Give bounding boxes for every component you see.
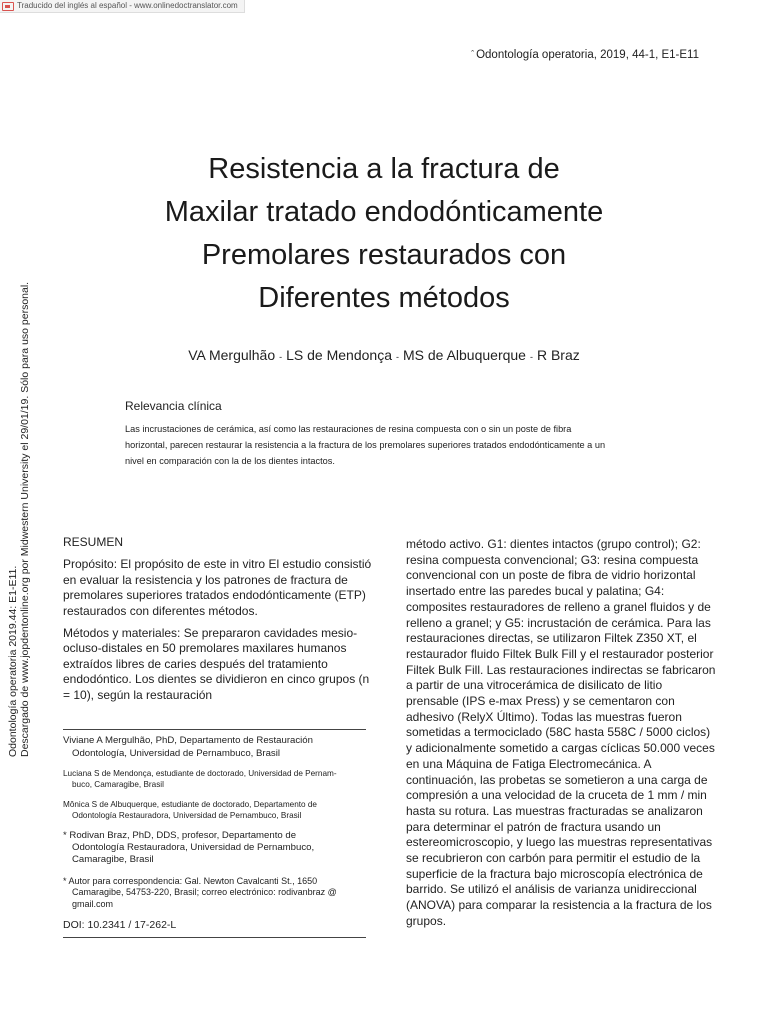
author-1: VA Mergulhão (188, 347, 276, 363)
affiliation-divider-bottom (63, 937, 366, 938)
affiliation-1-line-1: Viviane A Mergulhão, PhD, Departamento de Restauración (63, 735, 313, 746)
journal-citation-text: Odontología operatoria, 2019, 44-1, E1-E11 (476, 49, 699, 61)
clinical-relevance-text (125, 421, 660, 469)
affiliation-4-line-1: * Rodivan Braz, PhD, DDS, profesor, Departamento de (63, 830, 297, 841)
clinical-relevance-line-1: Las incrustaciones de cerámica, así como las restauraciones de resina compuesta con o sin un poste de fibra (125, 424, 572, 434)
affiliation-2-line-1: Luciana S de Mendonça, estudiante de doctorado, Universidad de Pernam- (63, 769, 337, 778)
affiliation-1-line-2: Odontología, Universidad de Pernambuco, Brasil (72, 747, 280, 759)
affiliation-2 (63, 768, 366, 791)
abstract-column (63, 535, 373, 710)
author-4: R Braz (536, 347, 580, 363)
affiliation-4 (63, 830, 366, 865)
clinical-relevance-line-3: nivel en comparación con la de los dientes intactos. (125, 456, 335, 466)
author-2: LS de Mendonça (286, 347, 392, 363)
affiliation-2-line-2: buco, Camaragibe, Brasil (72, 780, 164, 790)
title-line-2: Maxilar tratado endodónticamente (164, 196, 604, 228)
clinical-relevance-line-2: horizontal, parecen restaurar la resistencia a la fractura de los premolares superiores tratados endodónticamente a un (125, 440, 606, 450)
author-separator: - (529, 352, 533, 362)
correspondence-line-1: * Autor para correspondencia: Gal. Newton Cavalcanti St., 1650 (63, 876, 318, 886)
title-line-3: Premolares restaurados con (201, 239, 567, 271)
translator-icon (2, 2, 14, 11)
affiliation-4-line-2: Odontología Restauradora, Universidad de Pernambuco, (72, 841, 315, 853)
side-note-line-1: Odontología operatoria 2019.44: E1-E11. (7, 565, 19, 757)
side-download-note (7, 257, 31, 757)
affiliation-1 (63, 735, 366, 760)
side-note-line-2: Descargado de www.jopdentonline.org por Midwestern University el 29/01/19. Sólo para uso personal. (19, 281, 31, 757)
author-3: MS de Albuquerque (402, 347, 526, 363)
affiliation-4-line-3: Camaragibe, Brasil (72, 853, 154, 865)
affiliation-divider-top (63, 729, 366, 730)
correspondence-line-3: gmail.com (72, 898, 114, 909)
title-line-4: Diferentes métodos (258, 282, 510, 314)
author-list (0, 347, 768, 363)
translator-banner-text[interactable]: Traducido del inglés al español - www.onlinedoctranslator.com (17, 1, 238, 10)
abstract-methods: Métodos y materiales: Se prepararon cavidades mesio-ocluso-distales en 50 premolares maxilares humanos extraídos libres de caries después del tratamiento endodóntico. Los dientes se dividieron en cinco grupos (n = 10), según la restauración (63, 626, 370, 702)
correspondence-line-2: Camaragibe, 54753-220, Brasil; correo electrónico: rodivanbraz @ (72, 887, 337, 898)
affiliation-3-line-1: Mônica S de Albuquerque, estudiante de doctorado, Departamento de (63, 800, 317, 809)
doi[interactable]: DOI: 10.2341 / 17-262-L (63, 919, 177, 931)
article-title (0, 148, 768, 320)
title-line-1: Resistencia a la fractura de (208, 153, 560, 185)
translator-banner[interactable] (0, 0, 245, 13)
corresponding-author (63, 876, 366, 910)
abstract-heading: RESUMEN (63, 535, 124, 549)
author-separator: - (395, 352, 399, 362)
affiliation-3 (63, 799, 366, 822)
abstract-purpose: Propósito: El propósito de este in vitro El estudio consistió en evaluar la resistencia y los patrones de fractura de premolares superiores tratados endodónticamente (ETP) restaurados con diferentes métodos. (63, 557, 372, 618)
journal-citation (471, 49, 699, 61)
clinical-relevance-heading: Relevancia clínica (125, 399, 222, 413)
author-separator: - (279, 352, 283, 362)
journal-mark: ˆ (471, 49, 475, 59)
abstract-continued-column: método activo. G1: dientes intactos (grupo control); G2: resina compuesta convencional; G3: resina compuesta convencional con un poste de fibra de vidrio horizontal insertado entre las paredes bucal y palatina; G4: composites restauradores de relleno a granel fluidos y de relleno a granel; y G5: incrustación de cerámica. Para las restauraciones directas, se utilizaron Filtek Z350 XT, el restaurador fluido Filtek Bulk Fill y el restaurador posterior Filtek Bulk Fill. Las restauraciones indirectas se fabricaron a partir de una vitrocerámica de disilicato de litio prensable (IPS e-max Press) y se cementaron con adhesivo (RelyX Último). Todas las muestras fueron sometidas a termociclado (58C hasta 558C / 5000 ciclos) y adicionalmente sometido a cargas cíclicas 50.000 veces en una Máquina de Fatiga Electromecánica. A continuación, las probetas se sometieron a una carga de compresión a una velocidad de la cruceta de 1 mm / min hasta su rotura. Las muestras fracturadas se analizaron para determinar el patrón de fractura usando un estereomicroscopio, y luego las muestras representativas se recubrieron con carbón para permitir el estudio de la superficie de la fractura bajo microscopía electrónica de barrido. Se utilizó el análisis de varianza unidireccional (ANOVA) para comparar la resistencia a la fractura de los grupos. (406, 537, 716, 928)
affiliation-3-line-2: Odontología Restauradora, Universidad de Pernambuco, Brasil (72, 811, 302, 821)
